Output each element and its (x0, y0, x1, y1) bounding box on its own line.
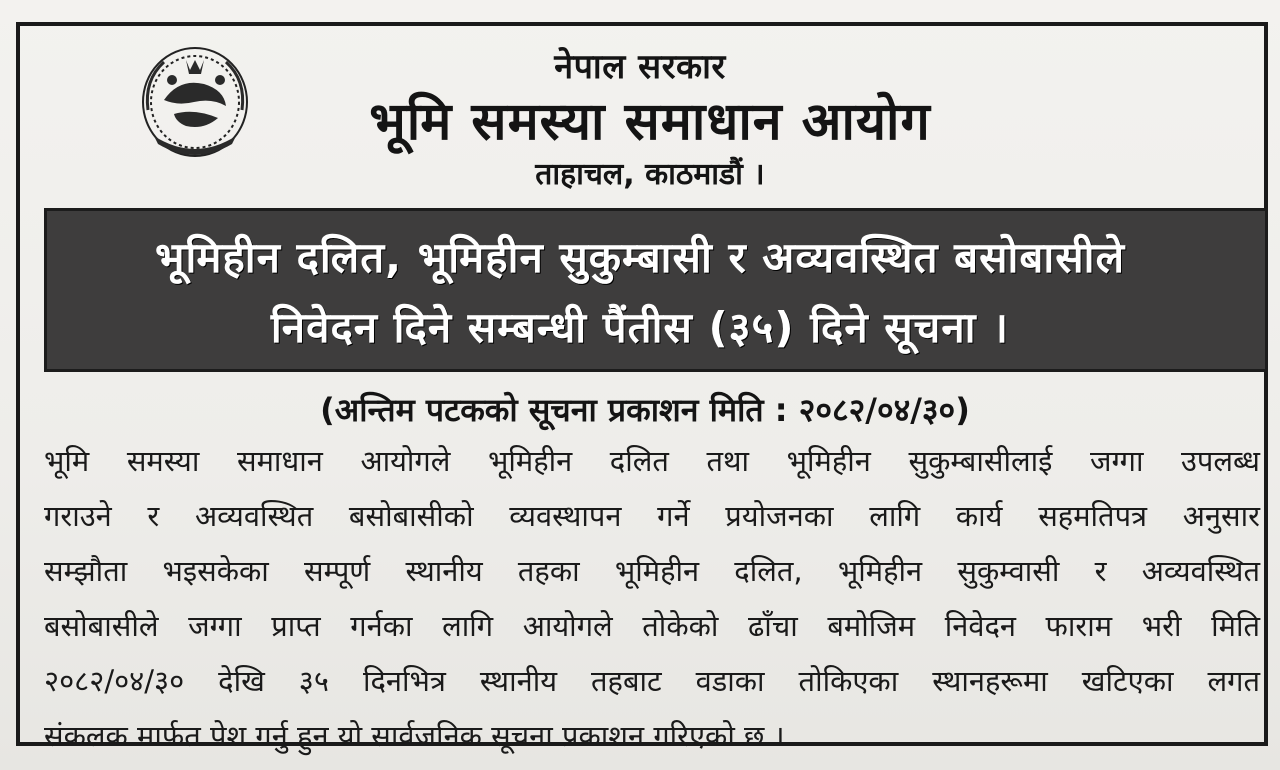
publication-date: (अन्तिम पटकको सूचना प्रकाशन मिति : २०८२/०४/३०) (320, 391, 970, 429)
body-line-1: भूमि समस्या समाधान आयोगले भूमिहीन दलित तथा भूमिहीन सुकुम्बासीलाई जग्गा उपलब्ध (44, 444, 1260, 478)
body-line-5: २०८२/०४/३० देखि ३५ दिनभित्र स्थानीय तहबाट वडाका तोकिएका स्थानहरूमा खटिएका लगत (44, 664, 1260, 698)
body-line-6: संकलक मार्फत पेश गर्नु हुन यो सार्वजनिक सूचना प्रकाशन गरिएको छ । (44, 719, 785, 753)
body-line-2: गराउने र अव्यवस्थित बसोबासीको व्यवस्थापन गर्ने प्रयोजनका लागि कार्य सहमतिपत्र अनुसार (44, 499, 1260, 533)
notice-body (44, 434, 1260, 764)
banner-line-2: निवेदन दिने सम्बन्धी पैंतीस (३५) दिने सूचना । (270, 303, 1010, 352)
commission-title: भूमि समस्या समाधान आयोग (369, 92, 931, 152)
body-line-3: सम्झौता भइसकेका सम्पूर्ण स्थानीय तहका भूमिहीन दलित, भूमिहीन सुकुम्वासी र अव्यवस्थित (44, 554, 1260, 588)
banner-line-1: भूमिहीन दलित, भूमिहीन सुकुम्बासी र अव्यवस्थित बसोबासीले (154, 233, 1126, 282)
body-line-4: बसोबासीले जग्गा प्राप्त गर्नका लागि आयोगले तोकेको ढाँचा बमोजिम निवेदन फाराम भरी मिति (44, 609, 1260, 643)
office-address: ताहाचल, काठमाडौं । (535, 157, 765, 192)
government-heading: नेपाल सरकार (554, 47, 726, 87)
